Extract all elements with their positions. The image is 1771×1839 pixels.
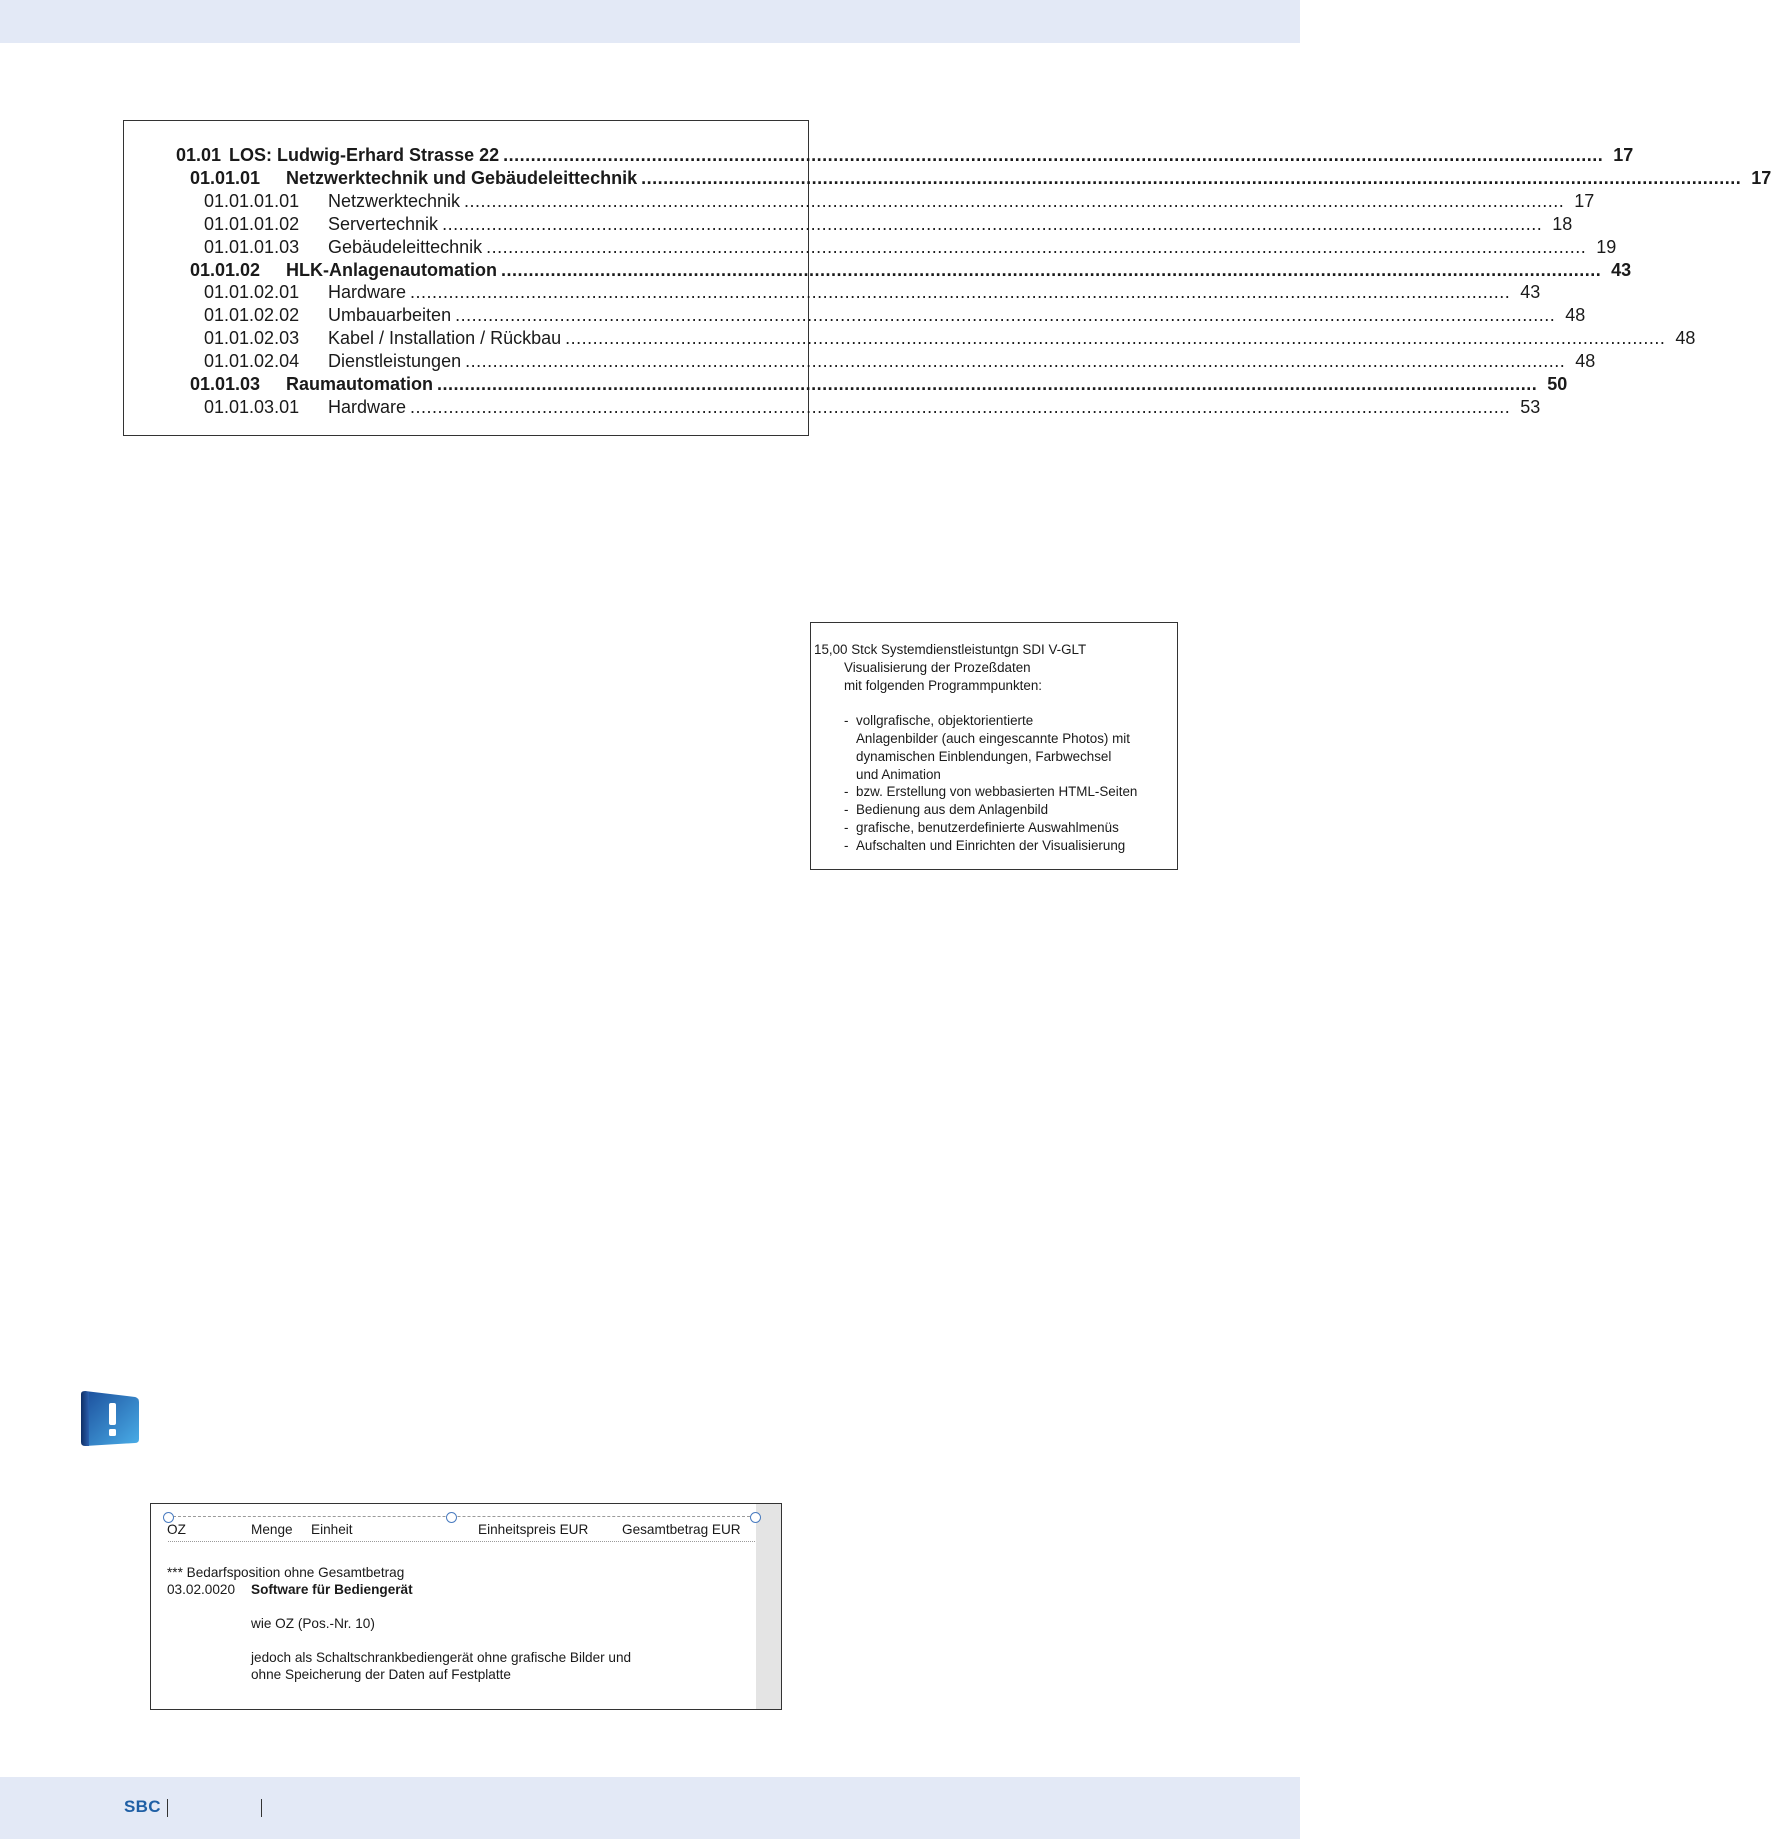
footer-band — [0, 1777, 1300, 1839]
toc-title: Hardware — [328, 282, 407, 303]
bullet-continuation: Anlagenbilder (auch eingescannte Photos) mit — [856, 730, 1130, 746]
footer-brand: SBC — [124, 1797, 161, 1816]
top-dashed-line — [168, 1516, 755, 1517]
toc-title: Dienstleistungen — [328, 351, 462, 372]
toc-row — [204, 213, 1573, 237]
toc-number: 01.01.02.04 — [204, 351, 300, 372]
toc-leader-dots: ........................................................................................................................................................................................................ — [410, 282, 1511, 303]
toc-row — [204, 236, 1617, 260]
toc-page-number: 17 — [1574, 190, 1595, 211]
header-menge: Menge — [251, 1522, 293, 1537]
toc-leader-dots: ........................................................................................................................................................................................................ — [486, 236, 1587, 257]
bullet-item — [814, 837, 1177, 855]
toc-page-number: 19 — [1596, 236, 1617, 257]
toc-row — [204, 328, 1696, 351]
toc-title: Hardware — [328, 396, 407, 417]
position-line-2: Visualisierung der Prozeßdaten — [844, 659, 1031, 675]
toc-title: Umbauarbeiten — [328, 305, 452, 326]
toc-leader-dots: ........................................................................................................................................................................................................ — [455, 305, 1556, 326]
bullet-item — [814, 783, 1177, 801]
toc-page-number: 43 — [1520, 282, 1541, 303]
toc-leader-dots: ........................................................................................................................................................................................................ — [465, 351, 1566, 372]
header-separator — [168, 1541, 755, 1542]
header-gesamtbetrag: Gesamtbetrag EUR — [622, 1522, 741, 1537]
toc-figure — [123, 120, 1771, 436]
toc-page-number: 48 — [1675, 328, 1696, 349]
toc-row — [190, 374, 1568, 397]
bullet-item — [814, 819, 1177, 837]
bullet-text: Bedienung aus dem Anlagenbild — [856, 802, 1049, 818]
position-description-1: jedoch als Schaltschrankbediengerät ohne grafische Bilder und — [251, 1650, 632, 1665]
bullet-item — [814, 712, 1177, 730]
toc-number: 01.01.03 — [190, 374, 261, 394]
toc-row — [190, 167, 1771, 191]
bullet-continuation: dynamischen Einblendungen, Farbwechsel — [856, 748, 1112, 764]
toc-leader-dots: ........................................................................................................................................................................................................ — [410, 396, 1511, 417]
lv-screenshot-figure — [150, 1503, 782, 1710]
header-oz: OZ — [167, 1522, 186, 1537]
toc-row — [190, 259, 1632, 283]
toc-page-number: 17 — [1613, 145, 1634, 165]
toc-number: 01.01.02.01 — [204, 282, 300, 303]
toc-number: 01.01.01.03 — [204, 236, 300, 257]
toc-row — [204, 351, 1596, 374]
toc-title: Netzwerktechnik — [328, 190, 461, 211]
toc-title: Gebäudeleittechnik — [328, 236, 483, 257]
toc-page-number: 18 — [1552, 213, 1573, 234]
exclamation-icon — [79, 1389, 139, 1447]
resize-handle-right — [750, 1512, 761, 1523]
toc-page-number: 48 — [1565, 305, 1586, 326]
toc-row — [204, 396, 1541, 420]
toc-title: Raumautomation — [286, 374, 434, 394]
toc-leader-dots: ........................................................................................................................................................................................................ — [565, 328, 1666, 349]
footer-separator — [167, 1799, 168, 1817]
toc-page-number: 50 — [1547, 374, 1568, 394]
bullet-text: vollgrafische, objektorientierte — [856, 713, 1034, 729]
toc-row — [204, 282, 1541, 305]
bedarf-note: *** Bedarfsposition ohne Gesamtbetrag — [167, 1565, 405, 1580]
toc-leader-dots: ........................................................................................................................................................................................................ — [464, 190, 1565, 211]
position-reference: wie OZ (Pos.-Nr. 10) — [251, 1616, 375, 1631]
toc-title: Servertechnik — [328, 213, 439, 234]
toc-leader-dots: ........................................................................................................................................................................................................ — [442, 213, 1543, 234]
toc-number: 01.01.02.02 — [204, 305, 300, 326]
toc-title: HLK-Anlagenautomation — [286, 259, 497, 280]
bullet-dash: - — [844, 819, 849, 835]
toc-leader-dots: ........................................................................................................................................................................................................ — [501, 259, 1602, 280]
toc-number: 01.01.02.03 — [204, 328, 300, 349]
bullet-item — [814, 801, 1177, 819]
position-bullet-list — [814, 712, 1177, 854]
header-einheitspreis: Einheitspreis EUR — [478, 1522, 589, 1537]
toc-leader-dots: ........................................................................................................................................................................................................ — [503, 145, 1604, 165]
bullet-text: bzw. Erstellung von webbasierten HTML-Seiten — [856, 784, 1138, 800]
toc-title: LOS: Ludwig-Erhard Strasse 22 — [229, 145, 500, 165]
scrollbar — [756, 1504, 781, 1709]
position-title: Software für Bediengerät — [251, 1582, 413, 1597]
footer-separator — [261, 1799, 262, 1817]
toc-number: 01.01.03.01 — [204, 396, 300, 417]
bullet-dash: - — [844, 802, 849, 818]
bullet-text: Aufschalten und Einrichten der Visualisierung — [856, 837, 1126, 853]
position-description-2: ohne Speicherung der Daten auf Festplatte — [251, 1667, 511, 1682]
toc-leader-dots: ........................................................................................................................................................................................................ — [641, 167, 1742, 188]
position-line-3: mit folgenden Programmpunkten: — [844, 677, 1042, 693]
toc-title: Kabel / Installation / Rückbau — [328, 328, 562, 349]
toc-number: 01.01.01.01 — [204, 190, 300, 211]
toc-page-number: 17 — [1751, 167, 1771, 188]
position-line-1: 15,00 Stck Systemdienstleistuntgn SDI V-GLT — [814, 642, 1087, 657]
bullet-dash: - — [844, 837, 849, 853]
toc-number: 01.01 — [176, 145, 222, 165]
toc-page-number: 53 — [1520, 396, 1541, 417]
bullet-continuation: und Animation — [856, 766, 941, 782]
oz-value: 03.02.0020 — [167, 1582, 236, 1597]
header-einheit: Einheit — [311, 1522, 353, 1537]
toc-number: 01.01.01 — [190, 167, 261, 188]
toc-number: 01.01.02 — [190, 259, 261, 280]
toc-number: 01.01.01.02 — [204, 213, 300, 234]
toc-page-number: 48 — [1575, 351, 1596, 372]
toc-title: Netzwerktechnik und Gebäudeleittechnik — [286, 167, 638, 188]
toc-row — [176, 145, 1634, 168]
bullet-text: grafische, benutzerdefinierte Auswahlmenüs — [856, 819, 1119, 835]
header-band — [0, 0, 1300, 43]
toc-page-number: 43 — [1611, 259, 1632, 280]
bullet-dash: - — [844, 784, 849, 800]
bullet-dash: - — [844, 713, 849, 729]
toc-leader-dots: ........................................................................................................................................................................................................ — [437, 374, 1538, 394]
position-text-figure — [810, 622, 1178, 870]
toc-row — [204, 190, 1595, 214]
toc-row — [204, 305, 1586, 328]
resize-handle-middle — [446, 1512, 457, 1523]
